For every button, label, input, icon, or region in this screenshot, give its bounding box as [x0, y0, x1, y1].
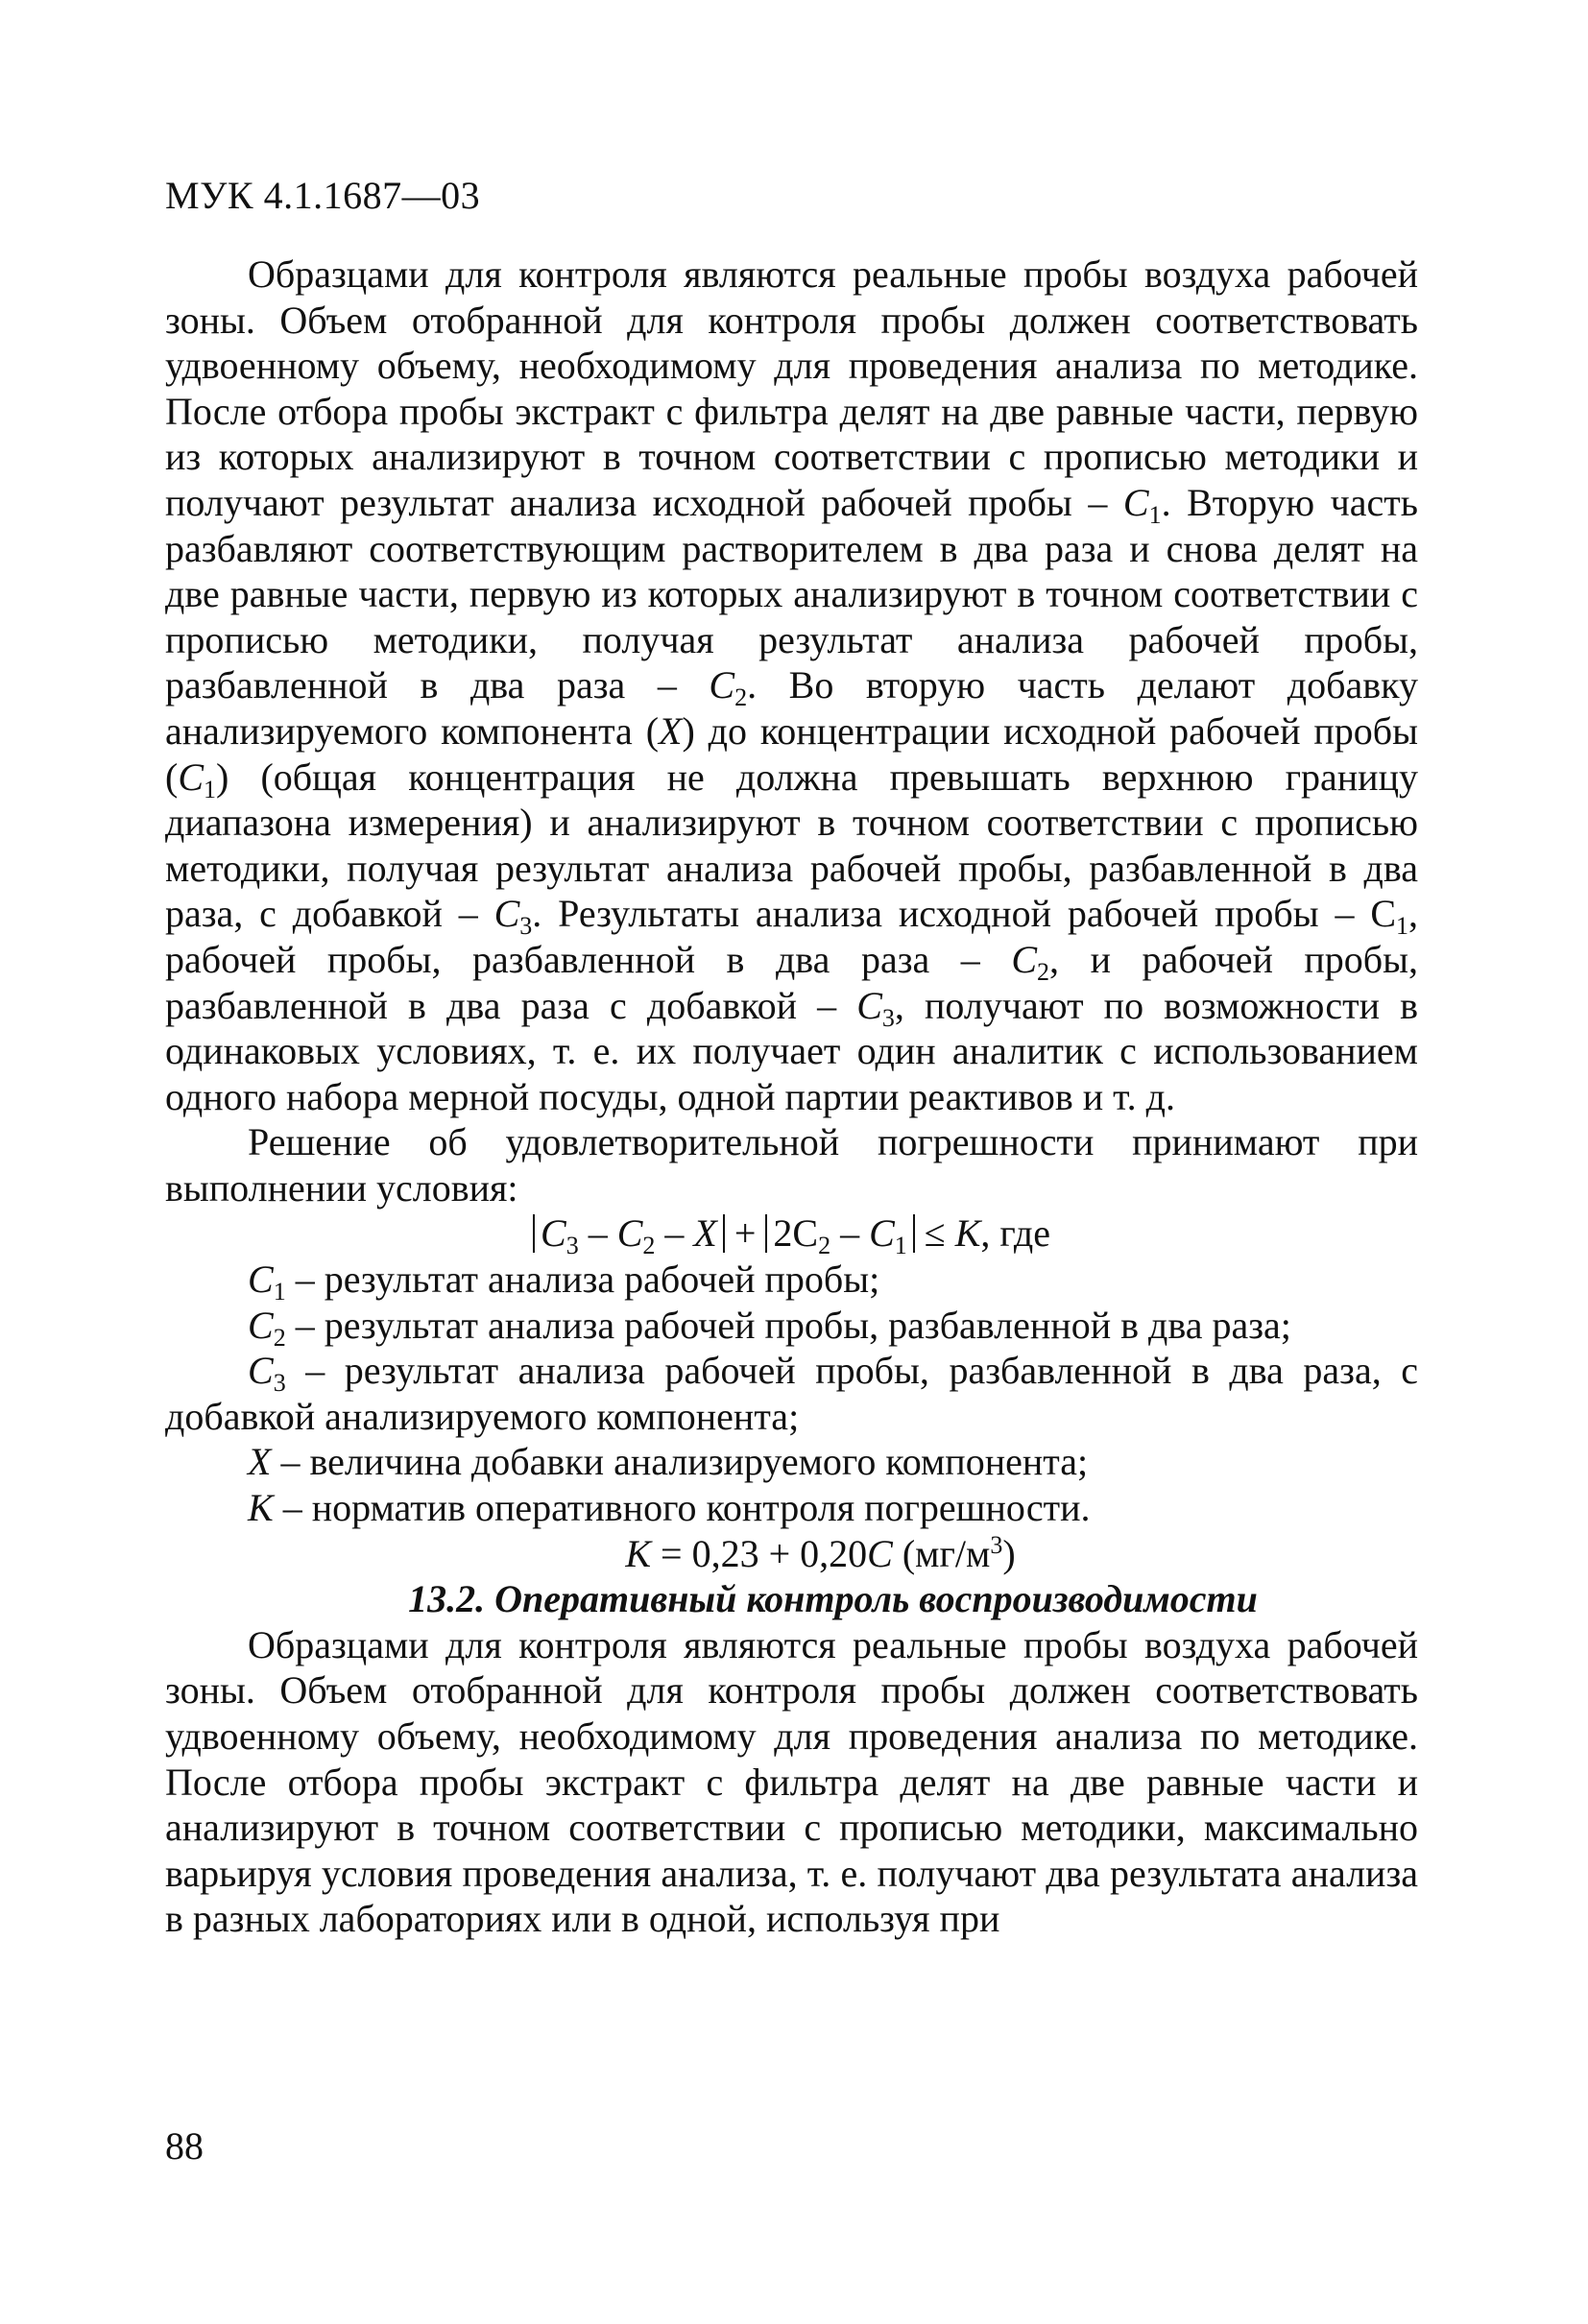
document-code-header: МУК 4.1.1687—03	[165, 174, 481, 217]
abs-term-1: $C_3 - C_2$ – X	[533, 1214, 725, 1253]
paragraph-control-samples: Образцами для контроля являются реальные пробы воздуха рабочей зоны. Объем отобранной для контроля пробы должен соответствовать удвоенному объему, необходимому для проведения анализа по методике. После отбора пробы экстракт с фильтра делят на две равные части, первую из которых анализируют в точном соответствии с прописью методики и получают результат анализа исходной рабочей пробы – $C_1$. Вторую часть разбавляют соответствующим растворителем в два раза и снова делят на две равные части, первую из которых анализируют в точном соответствии с прописью методики, получая результат анализа рабочей пробы, разбавленной в два раза – $C_2$. Во вторую часть делают добавку анализируемого компонента (X) до концентрации исходной рабочей пробы $(C_1)$ (общая концентрация не должна превышать верхнюю границу диапазона измерения) и анализируют в точном соответствии с прописью методики, получая результат анализа рабочей пробы, разбавленной в два раза, с добавкой – $C_3$. Результаты анализа исходной рабочей пробы – $C_1$, рабочей пробы, разбавленной в два раза – $C_2$, и рабочей пробы, разбавленной в два раза с добавкой – $C_3$, получают по возможности в одинаковых условиях, т. е. их получает один аналитик с использованием одного набора мерной посуды, одной партии реактивов и т. д.	[165, 252, 1419, 1118]
definition-c3: $C_3$ – результат анализа рабочей пробы, разбавленной в два раза, с добавкой анализируемого компонента;	[165, 1349, 1418, 1438]
definition-x: X – величина добавки анализируемого компонента;	[248, 1440, 1089, 1484]
definition-c2: $C_2$ – результат анализа рабочей пробы, разбавленной в два раза;	[248, 1303, 1291, 1352]
paragraph-reproducibility: Образцами для контроля являются реальные пробы воздуха рабочей зоны. Объем отобранной для контроля пробы должен соответствовать удвоенному объему, необходимому для проведения анализа по методике. После отбора пробы экстракт с фильтра делят на две равные части и анализируют в точном соответствии с прописью методики, максимально варьируя условия проведения анализа, т. е. получают два результата анализа в разных лабораториях или в одной, используя при	[165, 1622, 1418, 1941]
definition-c1: $C_1$ – результат анализа рабочей пробы;	[248, 1258, 880, 1306]
error-condition-formula: $C_3 - C_2 - X + 2C_2 - C_1 \le K$, где	[165, 1210, 1418, 1257]
page-number: 88	[165, 2124, 204, 2168]
k-norm-formula: K = 0,23 + 0,20C $(мг/м^3)$	[625, 1530, 1016, 1575]
abs-term-2: $2C_2 - C_1$	[765, 1214, 914, 1253]
document-body	[165, 252, 1418, 1942]
paragraph-decision: Решение об удовлетворительной погрешности принимают при выполнении условия:	[165, 1120, 1418, 1210]
section-heading-13-2: 13.2. Оперативный контроль воспроизводимости	[408, 1577, 1258, 1621]
definition-k: K – норматив оперативного контроля погрешности.	[248, 1486, 1091, 1530]
